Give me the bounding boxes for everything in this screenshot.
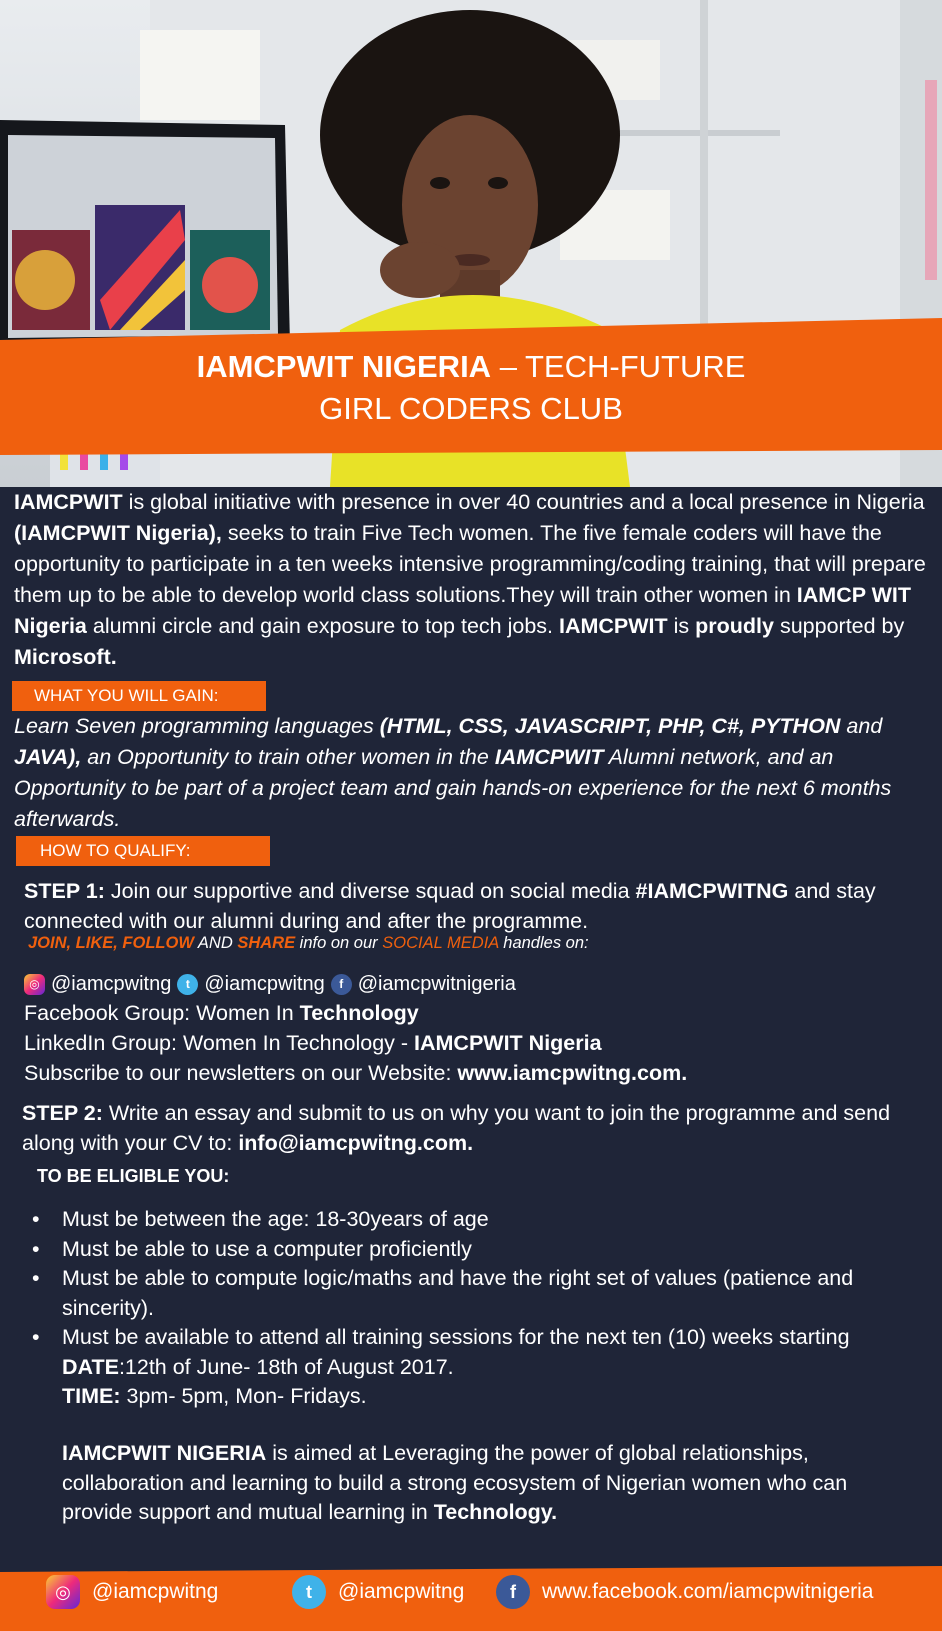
intro-bold-3: IAMCP WIT Nigeria [14, 583, 912, 638]
banner-title-rest: – TECH-FUTURE [491, 349, 746, 384]
twitter-icon[interactable]: t [292, 1575, 326, 1609]
step-2 [22, 1098, 942, 1158]
closing-bold-2: Technology. [433, 1500, 558, 1524]
intro-text-1: is global initiative with presence in over 40 countries and a local presence in Nigeria [122, 490, 925, 514]
linkedin-group [24, 1028, 687, 1058]
hero-photo [0, 0, 942, 487]
footer-instagram[interactable] [46, 1575, 218, 1609]
intro-bold-1: IAMCPWIT [14, 490, 123, 514]
intro-text-2: seeks to train Five Tech women. The five female coders will have the opportunity to participate in a ten weeks intensive programming/coding training, that will prepare them up to be able to develop world class solutions.They will train other women in [14, 521, 926, 607]
step-2-label: STEP 2: [22, 1101, 103, 1125]
gain-languages: (HTML, CSS, JAVASCRIPT, PHP, C#, PYTHON [379, 714, 841, 738]
step-1-text-2: and stay connected with our alumni during and after the programme. [24, 879, 876, 933]
intro-paragraph [14, 487, 929, 673]
step-1 [24, 876, 939, 936]
intro-bold-2: (IAMCPWIT Nigeria), [14, 521, 222, 545]
list-item-text: Must be available to attend all training sessions for the next ten (10) weeks starting [62, 1325, 850, 1349]
intro-text-4: is [667, 614, 696, 638]
join-share: SHARE [237, 934, 296, 952]
join-info: info on our [295, 934, 383, 952]
step-2-text: Write an essay and submit to us on why you want to join the programme and send along with your CV to: [22, 1101, 891, 1155]
intro-bold-5: proudly [695, 614, 774, 638]
gain-paragraph [14, 711, 929, 835]
join-like-follow: JOIN, LIKE, FOLLOW [28, 934, 194, 952]
join-line [28, 934, 589, 953]
closing-text: is aimed at Leveraging the power of global relationships, collaboration and learning to build a strong ecosystem of Nigerian women who can provide support and mutual learning in [62, 1441, 848, 1524]
list-item [30, 1323, 910, 1412]
instagram-icon[interactable]: ◎ [46, 1575, 80, 1609]
gain-text-3: an Opportunity to train other women in the [81, 745, 495, 769]
intro-text-3: alumni circle and gain exposure to top tech jobs. [86, 614, 559, 638]
closing-paragraph [62, 1439, 922, 1528]
date-value: :12th of June- 18th of August 2017. [118, 1354, 454, 1379]
intro-bold-6: Microsoft. [14, 645, 117, 669]
gain-bold-iamcpwit: IAMCPWIT [494, 745, 604, 769]
time-value: 3pm- 5pm, Mon- Fridays. [120, 1384, 367, 1408]
linkedin-group-bold: IAMCPWIT Nigeria [414, 1031, 602, 1055]
facebook-icon[interactable]: f [331, 974, 352, 995]
eligible-title: TO BE ELIGIBLE YOU: [37, 1166, 230, 1186]
join-handles: handles on: [498, 934, 589, 952]
facebook-icon[interactable]: f [496, 1575, 530, 1609]
banner-title-bold: IAMCPWIT NIGERIA [196, 349, 492, 384]
footer-facebook-url[interactable]: www.facebook.com/iamcpwitnigeria [542, 1580, 874, 1603]
closing-bold-1: IAMCPWIT NIGERIA [62, 1441, 267, 1465]
facebook-group-text: Facebook Group: Women In [24, 1001, 300, 1025]
footer-twitter-handle[interactable]: @iamcpwitng [338, 1580, 465, 1603]
time-label: TIME: [62, 1384, 121, 1408]
gain-tag: WHAT YOU WILL GAIN: [12, 681, 266, 711]
join-and: AND [193, 934, 238, 952]
banner-title [0, 346, 942, 430]
gain-text-1: Learn Seven programming languages [14, 714, 380, 738]
email-link[interactable]: info@iamcpwitng.com. [238, 1131, 474, 1155]
group-links [24, 998, 687, 1088]
website-link[interactable]: www.iamcpwitng.com. [457, 1061, 688, 1085]
instagram-handle[interactable]: @iamcpwitng [51, 973, 172, 995]
list-item: • Must be between the age: 18-30years of age [30, 1205, 910, 1235]
step-1-label: STEP 1: [24, 879, 105, 903]
hashtag: #IAMCPWITNG [635, 879, 789, 903]
footer-facebook[interactable] [496, 1575, 873, 1609]
social-handles-row [24, 970, 516, 998]
newsletter-text: Subscribe to our newsletters on our Website: [24, 1061, 458, 1085]
intro-bold-4: IAMCPWIT [558, 614, 668, 638]
twitter-icon[interactable]: t [177, 974, 198, 995]
facebook-group [24, 998, 687, 1028]
instagram-icon[interactable]: ◎ [24, 974, 45, 995]
eligibility-list [30, 1205, 910, 1412]
list-item: • Must be able to use a computer proficiently [30, 1235, 910, 1265]
facebook-handle[interactable]: @iamcpwitnigeria [357, 973, 516, 995]
linkedin-group-text: LinkedIn Group: Women In Technology - [24, 1031, 415, 1055]
gain-text-2: and [840, 714, 883, 738]
join-social-media: SOCIAL MEDIA [382, 934, 499, 952]
facebook-group-bold: Technology [299, 1001, 419, 1025]
footer-twitter[interactable] [292, 1575, 464, 1609]
gain-text-4: Alumni network, and an Opportunity to be part of a project team and gain hands-on experience for the next 6 months afterwards. [14, 745, 892, 831]
gain-java: JAVA), [14, 745, 82, 769]
intro-text-5: supported by [773, 614, 905, 638]
footer-instagram-handle[interactable]: @iamcpwitng [92, 1580, 219, 1603]
step-1-text-1: Join our supportive and diverse squad on social media [104, 879, 636, 903]
date-label: DATE [62, 1354, 119, 1379]
banner-title-line2: GIRL CODERS CLUB [319, 391, 623, 426]
list-item: • Must be able to compute logic/maths and have the right set of values (patience and sincerity). [30, 1264, 910, 1323]
twitter-handle[interactable]: @iamcpwitng [204, 973, 325, 995]
qualify-tag: HOW TO QUALIFY: [16, 836, 270, 866]
newsletter-line [24, 1058, 687, 1088]
banner-title-line1 [0, 346, 942, 388]
